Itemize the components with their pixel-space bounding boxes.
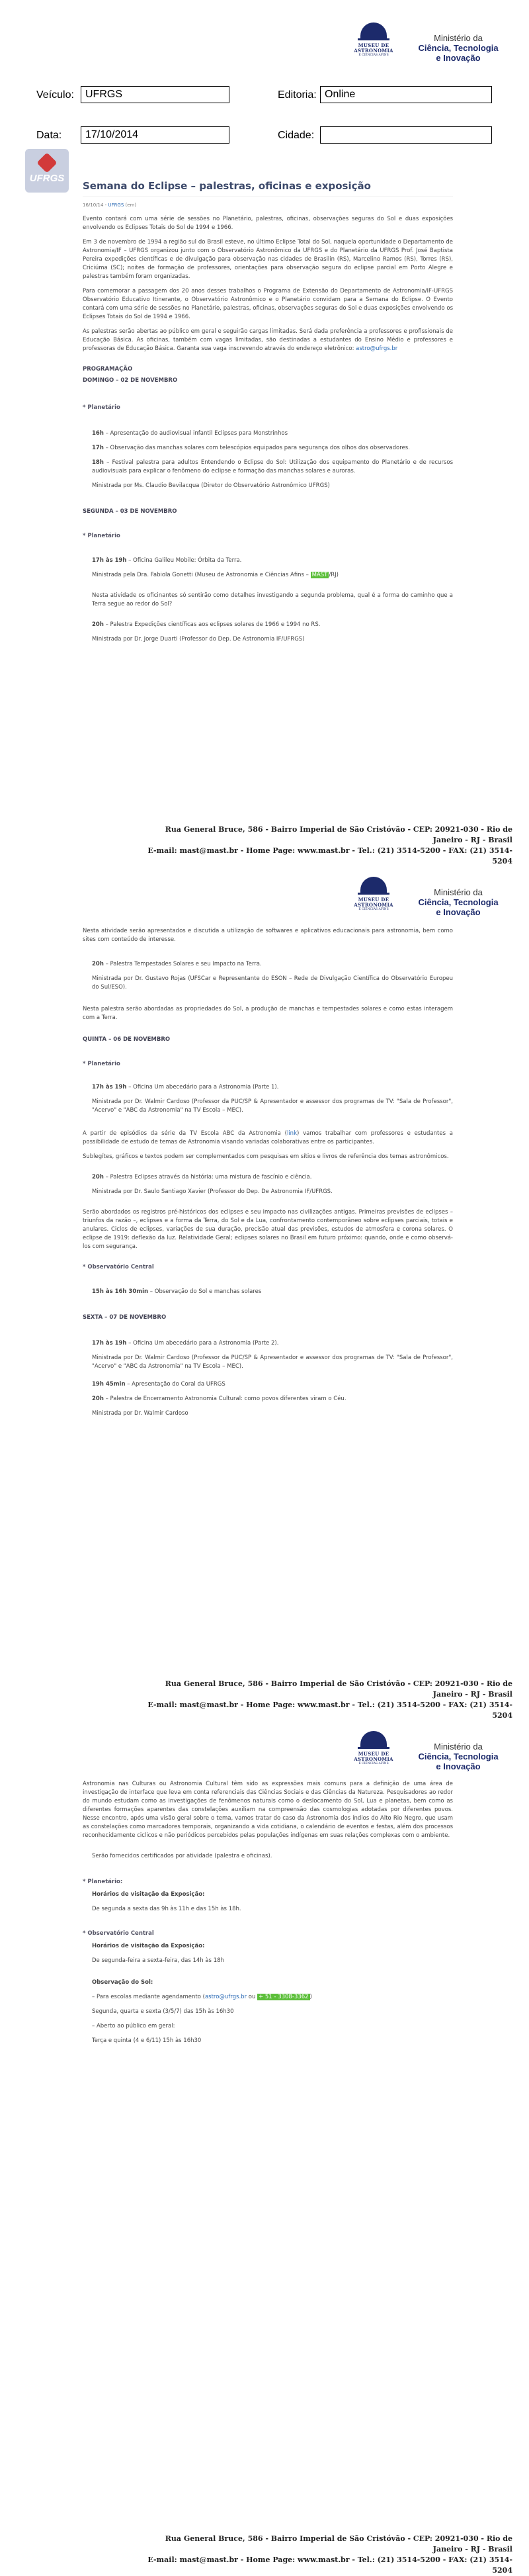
observatory-dome-icon	[360, 1731, 387, 1747]
email-link[interactable]: astro@ufrgs.br	[356, 345, 398, 352]
ufrgs-logo: UFRGS	[25, 149, 69, 193]
page-3	[0, 1709, 529, 2575]
footer-address: Rua General Bruce, 586 - Bairro Imperial de São Cristóvão - CEP: 20921-030 - Rio de Janeiro - RJ - Brasil E-mail: mast@mast.br - Home Page: www.mast.br - Tel.: (21) 3514-5200 - FAX: (21) 3514-5204	[147, 2534, 512, 2575]
page-2	[0, 854, 529, 1720]
ministry-label: Ministério da Ciência, Tecnologia e Inovação	[418, 1742, 499, 1771]
article-title: Semana do Eclipse – palestras, oficinas e exposição	[83, 180, 371, 192]
museum-logo: MUSEU DE ASTRONOMIA E CIÊNCIAS AFINS	[351, 21, 397, 61]
segunda-heading: SEGUNDA – 03 DE NOVEMBRO	[83, 508, 177, 515]
domingo-heading: DOMINGO – 02 DE NOVEMBRO	[83, 377, 178, 384]
source-link[interactable]: UFRGS	[108, 202, 124, 208]
cidade-field	[320, 126, 492, 144]
data-field: 17/10/2014	[81, 126, 229, 144]
editoria-label: Editoria:	[278, 89, 317, 101]
museum-logo: MUSEU DE ASTRONOMIA E CIÊNCIAS AFINS	[351, 875, 397, 915]
article-body-1: Semana do Eclipse – palestras, oficinas e exposição 16/10/14 - UFRGS (em) Evento contará com uma série de sessões no Planetário, palestras, oficinas, observações seguras do Sol e duas exposições envolvendo os Eclipses Totais do Sol de 1994 e 1966. Em 3 de novembro de 1994 a região sul do Brasil esteve, no último Eclipse Total do Sol, naquela oportunidade o Departamento de Astronomia/IF – UFRGS organizou junto com o Observatório Astronômico da UFRGS e do Planetário da UFRGS Prof. José Baptista Pereira expedições científicas e de divulgação para observação nas cidades de Brasilin (RS), Marcelino Ramos (RS), Torres (RS), Criciúma (SC); noites de formação de professores, orientações para observação segura do eclipse parcial em Porto Alegre e palestras também foram organizadas. Para comemorar a passagem dos 20 anos desses trabalhos o Programa de Extensão do Departamento de Astronomia/IF-UFRGS Observatório Educativo Itinerante, o Observatório Astronômico e o Planetário convidam para a Semana do Eclipse. O Evento contará com uma série de sessões no Planetário, palestras, oficinas, observações seguras do Sol e duas exposições envolvendo os Eclipses Totais do Sol de 1994 e 1966. As palestras serão abertas ao público em geral e seguirão cargas limitadas. Será dada preferência a professores e profissionais de Educação Básica. As oficinas, também com vagas limitadas, são destinadas a estudantes do Ensino Médio e professores e professoras de Educação Básica. Garanta sua vaga inscrevendo através do endereço eletrônico: astro@ufrgs.br PROGRAMAÇÃO DOMINGO – 02 DE NOVEMBRO * Planetário 16h – Apresentação do audiovisual infantil Eclipses para Monstrinhos 17h – Observação das manchas solares com telescópios equipados para segurança dos olhos dos observadores. 18h – Festival palestra para adultos Entendendo o Eclipse do Sol: Utilização dos equipamento do Planetário e de recursos audiovisuais para explicar o fenômeno do eclipse e formação das manchas solares e auroras. Ministrada por Ms. Claudio Bevilacqua (Diretor do Observatório Astronômico UFRGS) SEGUNDA – 03 DE NOVEMBRO * Planetário 17h às 19h – Oficina Galileu Mobile: Órbita da Terra. Ministrada pela Dra. Fabiola Gonetti (Museu de Astronomia e Ciências Afins – MAST /RJ) Nesta atividade os oficinantes só sentirão como detalhes investigando a segunda problema, qual é a forma do caminho que a Terra segue ao redor do Sol? 20h – Palestra Expedições científicas aos eclipses solares de 1966 e 1994 no RS. Ministrada por Dr. Jorge Duarti (Professor do Dep. De Astronomia IF/UFRGS)	[83, 180, 453, 643]
article-body-3: Astronomia nas Culturas ou Astronomia Cultural têm sido as expressões mais comuns para a definição de uma área de investigação de interface que leva em conta referenciais das Ciências Sociais e das Ciências da Natureza. Pesquisadores ao redor do mundo estudam como as investigações de fenômenos naturais como o deslocamento do Sol, Lua e planetas, bem como as diferentes formações aparentes das constelações auxiliam na compreensão das cosmologias adotadas por diferentes povos. Nesse encontro, após uma visão geral sobre o tema, vamos tratar do caso da Astronomia dos índios do Alto Rio Negro, que usam as constelações como marcadores temporais, organizando a vida cotidiana, o calendário de eventos e festas, além dos processos reconhecidamente ciclicos e não periódicos percebidos pelas populações indígenas em suas relações complexas com o ambiente. Serão fornecidos certificados por atividade (palestra e oficinas). * Planetário: Horários de visitação da Exposição: De segunda a sexta das 9h às 11h e das 15h às 18h. * Observatório Central Horários de visitação da Exposição: De segunda-feira a sexta-feira, das 14h às 18h Observação do Sol: – Para escolas mediante agendamento (astro@ufrgs.br ou + 51 - 3308-3362 ) Segunda, quarta e sexta (3/5/7) das 15h às 16h30 – Aberto ao público em geral: Terça e quinta (4 e 6/11) 15h às 16h30	[83, 1781, 453, 2044]
ministry-label: Ministério da Ciência, Tecnologia e Inovação	[418, 33, 499, 63]
observatory-dome-icon	[360, 877, 387, 893]
article-meta: 16/10/14 - UFRGS (em)	[83, 197, 453, 210]
abc-link[interactable]: link	[286, 1130, 297, 1137]
phone-badge[interactable]: + 51 - 3308-3362	[259, 1994, 309, 2000]
email-link[interactable]: astro@ufrgs.br	[204, 1994, 247, 2000]
data-label: Data:	[36, 130, 62, 141]
observatory-dome-icon	[360, 22, 387, 38]
article-body-2: Nesta atividade serão apresentados e discutida a utilização de softwares e aplicativos educacionais para astronomia, bem como sites com conteúdo de interesse. 20h – Palestra Tempestades Solares e seu Impacto na Terra. Ministrada por Dr. Gustavo Rojas (UFSCar e Representante do ESON – Rede de Divulgação Científica do Observatório Europeu do Sul/ESO). Nesta palestra serão abordadas as propriedades do Sol, a produção de manchas e tempestades solares e como estas interagem com a Terra. QUINTA – 06 DE NOVEMBRO * Planetário 17h às 19h – Oficina Um abecedário para a Astronomia (Parte 1). Ministrada por Dr. Walmir Cardoso (Professor da PUC/SP & Apresentador e assessor dos programas de TV: "Sala de Professor", "Acervo" e "ABC da Astronomia" na TV Escola – MEC). A partir de episódios da série da TV Escola ABC da Astronomia (link) vamos trabalhar com professores e estudantes a possibilidade de estudo de temas de Astronomia visando variadas colaborativas entre os participantes. Sublegítes, gráficos e textos podem ser complementados com pesquisas em sítios e livros de referência dos temas astronômicos. 20h – Palestra Eclipses através da história: uma mistura de fascínio e ciência. Ministrada por Dr. Saulo Santiago Xavier (Professor do Dep. De Astronomia IF/UFRGS. Serão abordados os registros pré-históricos dos eclipses e seu impacto nas civilizações antigas. Primeiras previsões de eclipses – triunfos da razão –, eclipses e a forma da Terra, do Sol e da Lua, confrontamento contemporâneo sobre eclipses parciais, totais e anulares. Ciclos de eclipses, variações de sua duração, precisão atual das previsões, estudos de atmosfera e corona solares. O eclipse de 1919: deflexão da luz. Relatividade Geral; eclipses solares no Brasil em futuro próximo: quando, onde e como observá-los com segurança. * Observatório Central 15h às 16h 30min – Observação do Sol e manchas solares SEXTA – 07 DE NOVEMBRO 17h às 19h – Oficina Um abecedário para a Astronomia (Parte 2). Ministrada por Dr. Walmir Cardoso (Professor da PUC/SP & Apresentador e assessor dos programas de TV: "Sala de Professor", "Acervo" e "ABC da Astronomia" na TV Escola – MEC). 19h 45min – Apresentação do Coral da UFRGS 20h – Palestra de Encerramento Astronomia Cultural: como povos diferentes viram o Céu. Ministrada por Dr. Walmir Cardoso	[83, 928, 453, 1417]
quinta-heading: QUINTA – 06 DE NOVEMBRO	[83, 1036, 171, 1043]
cidade-label: Cidade:	[278, 130, 315, 141]
veiculo-label: Veículo:	[36, 89, 74, 101]
editoria-field: Online	[320, 86, 492, 103]
footer-address: Rua General Bruce, 586 - Bairro Imperial de São Cristóvão - CEP: 20921-030 - Rio de Janeiro - RJ - Brasil E-mail: mast@mast.br - Home Page: www.mast.br - Tel.: (21) 3514-5200 - FAX: (21) 3514-5204	[147, 1679, 512, 1720]
veiculo-field: UFRGS	[81, 86, 229, 103]
ufrgs-emblem-icon	[36, 152, 57, 173]
footer-address: Rua General Bruce, 586 - Bairro Imperial de São Cristóvão - CEP: 20921-030 - Rio de Janeiro - RJ - Brasil E-mail: mast@mast.br - Home Page: www.mast.br - Tel.: (21) 3514-5200 - FAX: (21) 3514-5204	[147, 825, 512, 866]
programacao-heading: PROGRAMAÇÃO	[83, 366, 133, 373]
sexta-heading: SEXTA – 07 DE NOVEMBRO	[83, 1314, 167, 1321]
museum-logo: MUSEU DE ASTRONOMIA E CIÊNCIAS AFINS	[351, 1730, 397, 1769]
page-1	[0, 0, 529, 866]
ministry-label: Ministério da Ciência, Tecnologia e Inovação	[418, 887, 499, 917]
